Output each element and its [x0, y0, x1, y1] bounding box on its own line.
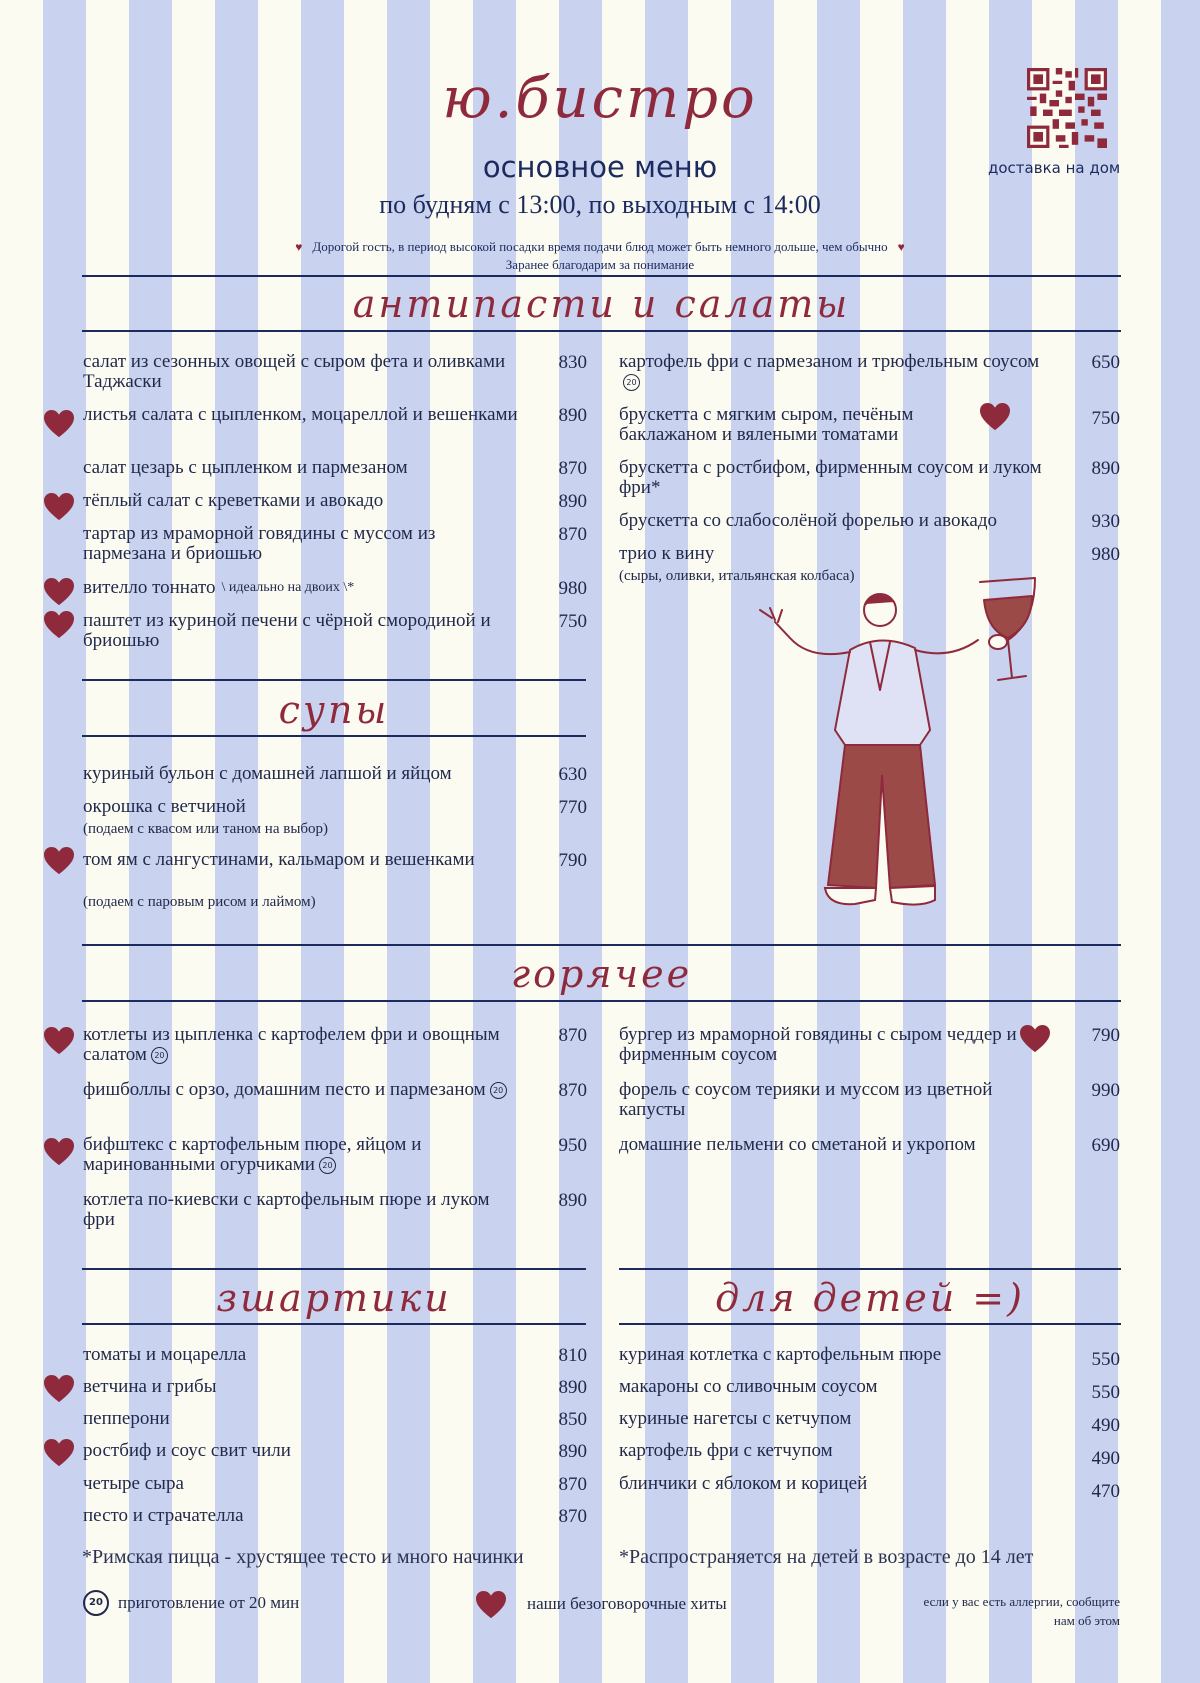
item-price: 550 [1091, 1349, 1120, 1370]
heart-icon [44, 1374, 74, 1404]
menu-item: пепперони [83, 1408, 170, 1429]
menu-item: форель с соусом терияки и муссом из цветной капусты [619, 1079, 993, 1120]
heart-icon [44, 409, 74, 439]
item-price: 870 [558, 1474, 587, 1495]
menu-item: макароны со сливочным соусом [619, 1376, 878, 1397]
item-price: 790 [558, 850, 587, 871]
menu-item: тёплый салат с креветками и авокадо [83, 490, 384, 511]
divider [82, 944, 1121, 946]
item-price: 890 [558, 1190, 587, 1211]
item-price: 630 [558, 764, 587, 785]
item-description: (сыры, оливки, итальянская колбаса) [619, 568, 855, 584]
legend-hits: наши безоговорочные хиты [527, 1594, 727, 1613]
guest-notice [0, 238, 1200, 273]
heart-icon [44, 846, 74, 876]
legend-time: приготовление от 20 мин [118, 1593, 300, 1612]
divider [82, 735, 586, 737]
qr-code-icon[interactable] [1027, 68, 1107, 148]
divider [82, 679, 586, 681]
menu-item: котлета по-киевски с картофельным пюре и луком фри [83, 1189, 490, 1230]
menu-item: домашние пельмени со сметаной и укропом [619, 1134, 976, 1155]
item-note: \ идеально на двоих \* [221, 580, 355, 595]
allergy-line-2: нам об этом [1053, 1613, 1120, 1628]
heart-icon [44, 1438, 74, 1468]
item-price: 690 [1091, 1135, 1120, 1156]
item-price: 980 [558, 578, 587, 599]
item-name: бифштекс с картофельным пюре, яйцом и маринованными огурчиками [83, 1134, 422, 1175]
section-title-hot: горячее [510, 952, 693, 996]
menu-item: песто и страчателла [83, 1505, 244, 1526]
heart-icon [1020, 1024, 1050, 1054]
menu-item: брускетта с мягким сыром, печёным баклажаном и вялеными томатами [619, 404, 914, 445]
timer-20-icon: 20 [319, 1157, 336, 1174]
menu-item: картофель фри с кетчупом [619, 1440, 833, 1461]
brand-title: ю.бистро [442, 66, 758, 131]
menu-item: паштет из куриной печени с чёрной смородиной и бриошью [83, 610, 491, 651]
menu-item: брускетта с ростбифом, фирменным соусом и луком фри* [619, 457, 1042, 498]
item-price: 750 [558, 611, 587, 632]
menu-item: куриные нагетсы с кетчупом [619, 1408, 852, 1429]
pizza-footnote: *Римская пицца - хрустящее тесто и много начинки [82, 1546, 524, 1568]
menu-item: том ям с лангустинами, кальмаром и вешенками [83, 849, 475, 870]
delivery-label[interactable]: доставка на дом [988, 159, 1121, 177]
menu-item [83, 1025, 513, 1065]
small-heart-icon: ♥ [295, 240, 303, 254]
section-title-kids: для детей =) [715, 1276, 1025, 1320]
item-price: 890 [558, 1377, 587, 1398]
opening-hours: по будням с 13:00, по выходным с 14:00 [379, 190, 821, 219]
heart-icon [980, 402, 1010, 432]
item-price: 810 [558, 1345, 587, 1366]
heart-icon [44, 1026, 74, 1056]
item-price: 870 [558, 1506, 587, 1527]
divider [82, 330, 1121, 332]
item-name: котлеты из цыпленка с картофелем фри и овощным салатом [83, 1024, 500, 1065]
item-price: 870 [558, 524, 587, 545]
menu-item: четыре сыра [83, 1473, 184, 1494]
menu-item: бургер из мраморной говядины с сыром чеддер и фирменным соусом [619, 1024, 1017, 1065]
menu-item: тартар из мраморной говядины с муссом из пармезана и бриошью [83, 523, 436, 564]
menu-item: томаты и моцарелла [83, 1344, 247, 1365]
menu-item [83, 1080, 513, 1100]
allergy-line-1: если у вас есть аллергии, сообщите [923, 1594, 1120, 1609]
section-title-pizza: зшартики [216, 1276, 452, 1320]
item-price: 950 [558, 1135, 587, 1156]
divider [82, 1323, 586, 1325]
item-price: 750 [1091, 408, 1120, 429]
section-title-antipasti: антипасти и салаты [352, 282, 851, 326]
item-price: 890 [558, 405, 587, 426]
item-price: 470 [1091, 1481, 1120, 1502]
divider [82, 1000, 1121, 1002]
item-price: 890 [558, 491, 587, 512]
item-price: 850 [558, 1409, 587, 1430]
timer-20-icon: 20 [490, 1082, 507, 1099]
menu-item: блинчики с яблоком и корицей [619, 1473, 868, 1494]
notice-text: Дорогой гость, в период высокой посадки время подачи блюд может быть немного дольше, чем обычно [312, 239, 888, 254]
item-price: 930 [1091, 511, 1120, 532]
menu-item: ветчина и грибы [83, 1376, 217, 1397]
menu-item [83, 578, 523, 598]
divider [82, 275, 1121, 277]
timer-20-icon: 20 [151, 1047, 168, 1064]
item-description: (подаем с квасом или таном на выбор) [83, 821, 329, 837]
menu-item: трио к вину [619, 543, 715, 564]
menu-item: ростбиф и соус свит чили [83, 1440, 291, 1461]
heart-icon [44, 492, 74, 522]
menu-item: брускетта со слабосолёной форелью и авокадо [619, 510, 997, 531]
item-name: вителло тоннато [83, 577, 216, 598]
menu-item: куриная котлетка с картофельным пюре [619, 1344, 942, 1365]
menu-item: салат цезарь с цыпленком и пармезаном [83, 457, 408, 478]
divider [619, 1323, 1121, 1325]
heart-icon [44, 1137, 74, 1167]
item-price: 770 [558, 797, 587, 818]
divider [619, 1268, 1121, 1270]
item-price: 550 [1091, 1382, 1120, 1403]
item-price: 990 [1091, 1080, 1120, 1101]
small-heart-icon: ♥ [897, 240, 905, 254]
heart-icon [44, 577, 74, 607]
heart-icon [476, 1590, 506, 1620]
item-price: 890 [1091, 458, 1120, 479]
kids-footnote: *Распространяется на детей в возрасте до 14 лет [619, 1546, 1034, 1568]
notice-thanks: Заранее благодарим за понимание [505, 257, 695, 272]
item-name: картофель фри с пармезаном и трюфельным соусом [619, 351, 1040, 372]
menu-item [83, 1135, 513, 1175]
menu-item: салат из сезонных овощей с сыром фета и оливками Таджаски [83, 351, 506, 392]
item-price: 980 [1091, 544, 1120, 565]
item-price: 890 [558, 1441, 587, 1462]
item-price: 870 [558, 458, 587, 479]
menu-item: куриный бульон с домашней лапшой и яйцом [83, 763, 452, 784]
timer-20-icon: 20 [623, 374, 640, 391]
item-price: 490 [1091, 1448, 1120, 1469]
item-description: (подаем с паровым рисом и лаймом) [83, 894, 316, 910]
item-price: 870 [558, 1025, 587, 1046]
heart-icon [44, 610, 74, 640]
menu-item [619, 352, 1059, 392]
wine-person-illustration [730, 570, 1050, 945]
item-price: 830 [558, 352, 587, 373]
item-name: фишболлы с орзо, домашним песто и пармезаном [83, 1079, 486, 1100]
timer-20-icon: 20 [83, 1590, 109, 1616]
item-price: 790 [1091, 1025, 1120, 1046]
item-price: 870 [558, 1080, 587, 1101]
allergy-note [820, 1592, 1120, 1630]
section-title-soups: супы [278, 688, 390, 732]
menu-item: окрошка с ветчиной [83, 796, 246, 817]
item-price: 490 [1091, 1415, 1120, 1436]
divider [82, 1268, 586, 1270]
menu-item: листья салата с цыпленком, моцареллой и вешенками [83, 404, 518, 425]
menu-subtitle: основное меню [482, 150, 718, 184]
item-price: 650 [1091, 352, 1120, 373]
